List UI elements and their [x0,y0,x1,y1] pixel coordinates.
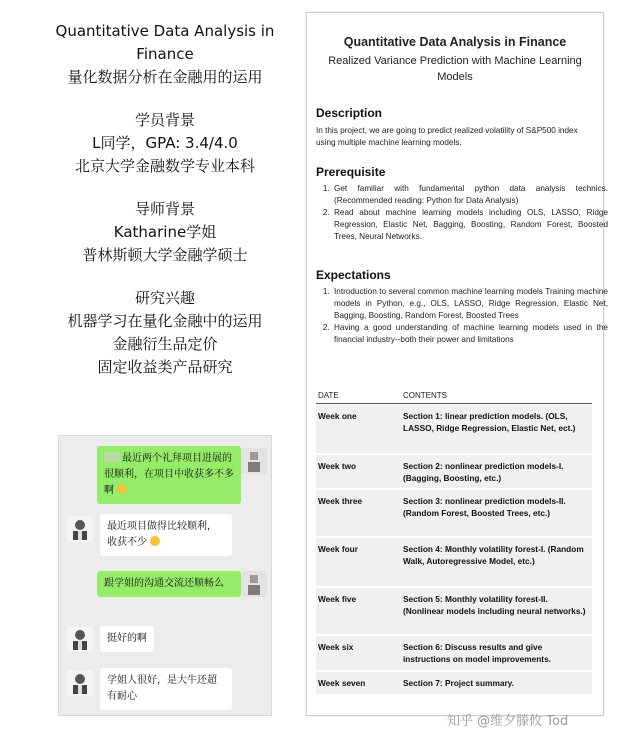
table-row: Week four Section 4: Monthly volatility forest-I. (Random Walk, Autoregressive Model, etc.) [316,538,592,588]
list-item: 2. Having a good understanding of machine learning models used in the financial industry--both their power and limitations [332,322,608,346]
blurred-name-icon [104,452,120,462]
research-heading: 研究兴趣 [134,289,195,307]
project-title-cn: 量化数据分析在金融用的运用 [67,68,263,86]
user-avatar [241,571,267,597]
table-row: Week seven Section 7: Project summary. [316,672,592,696]
prerequisite-heading: Prerequisite [316,165,386,179]
chat-bubble-received: 最近项目做得比较顺利，收获不少 [100,514,232,556]
date-column-header: DATE [318,391,339,400]
table-row: Week three Section 3: nonlinear prediction models-II. (Random Forest, Boosted Trees, etc.) [316,490,592,538]
student-gpa: L同学，GPA: 3.4/4.0 [92,134,238,152]
mentor-avatar [67,516,93,542]
list-item: 1. Get familiar with fundamental python data analysis technics. (Recommended reading: Python for Data Analysis) [332,183,608,207]
doc-title: Quantitative Data Analysis in Finance [343,35,567,49]
student-heading: 学员背景 [134,111,195,129]
schedule-table-header [316,389,592,404]
watermark: 知乎 @维夕滕攸 Tod [447,714,569,729]
list-item: 2. Read about machine learning models including OLS, LASSO, Ridge Regression, Elastic Net, Bagging, Boosting, Random Forest, Boosted Trees, Neural Networks. [332,207,608,243]
expectations-heading: Expectations [316,268,391,282]
project-title-en-line2: Finance [136,45,194,63]
chat-bubble-received: 学姐人很好，是大牛还超有耐心 [100,668,232,710]
table-row: Week one Section 1: linear prediction models. (OLS, LASSO, Ridge Regression, Elastic Net, ect.) [316,405,592,455]
grin-emoji-icon [150,536,160,546]
mentor-avatar [67,670,93,696]
research-item: 金融衍生品定价 [112,335,218,353]
research-item: 机器学习在量化金融中的运用 [67,312,263,330]
chat-bubble-sent: 最近两个礼拜项目进展的很顺利，在项目中收获多不多啊 [97,446,241,504]
mentor-heading: 导师背景 [134,200,195,218]
smile-emoji-icon [117,484,127,494]
table-row: Week two Section 2: nonlinear prediction models-I. (Bagging, Boosting, etc.) [316,455,592,490]
user-avatar [241,448,267,474]
project-title-en-line1: Quantitative Data Analysis in [55,22,275,40]
expectations-list [316,286,608,346]
chat-bubble-sent: 跟学姐的沟通交流还顺畅么 [97,571,241,597]
table-row: Week five Section 5: Monthly volatility forest-II. (Nonlinear models including neural networks.) [316,588,592,636]
description-text: In this project, we are going to predict realized volatility of S&P500 index using multiple machine learning models. [316,126,578,147]
profile-column [30,20,300,379]
chat-bubble-received: 挺好的啊 [100,626,154,652]
syllabus-document [306,12,608,716]
prerequisite-list [316,183,608,243]
contents-column-header: CONTENTS [403,391,447,400]
table-row: Week six Section 6: Discuss results and give instructions on model improvements. [316,636,592,672]
mentor-avatar [67,626,93,652]
doc-subtitle: Realized Variance Prediction with Machine Learning Models [328,55,582,83]
list-item: 1. Introduction to several common machine learning models Training machine models in Python, e.g., OLS, LASSO, Ridge Regression, Elastic Net, Bagging, Boosting, Random Forest, Boosted Trees [332,286,608,322]
research-item: 固定收益类产品研究 [97,358,233,376]
student-major: 北京大学金融数学专业本科 [74,157,255,175]
mentor-school: 普林斯顿大学金融学硕士 [82,246,248,264]
mentor-name: Katharine学姐 [113,223,217,241]
chat-screenshot [58,435,272,716]
description-heading: Description [316,106,383,120]
